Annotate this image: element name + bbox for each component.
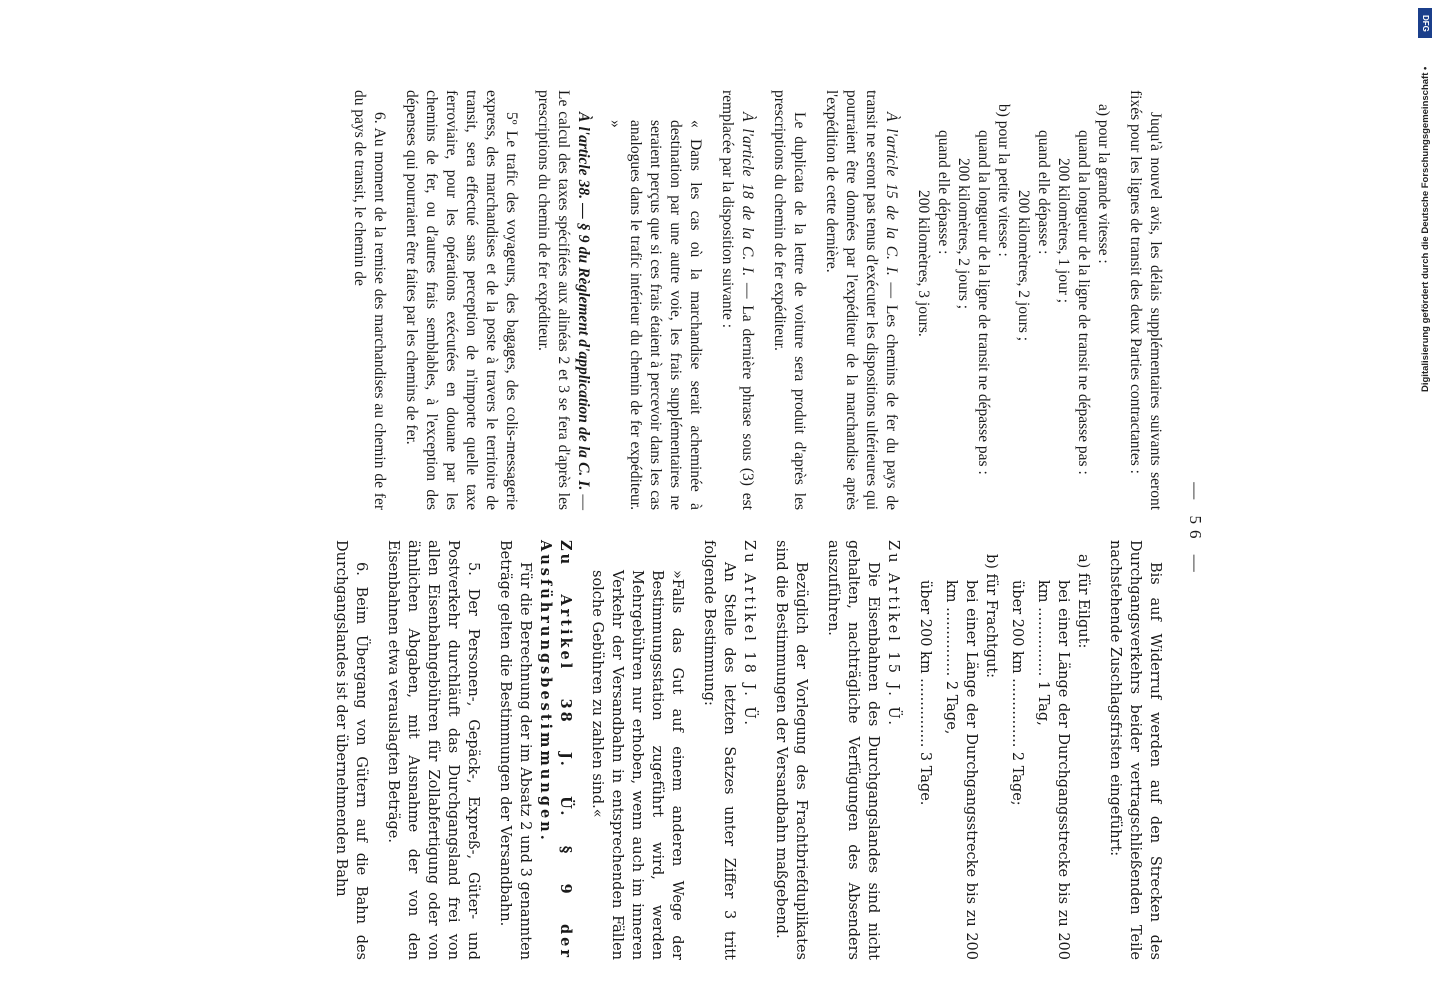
fr-a-line3: quand elle dépasse : bbox=[1035, 130, 1052, 255]
de-art15-heading: Zu Artikel 15 J. Ü. bbox=[885, 540, 901, 728]
de-a-line1: bei einer Länge der Durchgangsstrecke bis zu 200 km ............... 1 Tag, bbox=[1035, 580, 1071, 960]
fr-article-18 bbox=[717, 90, 757, 510]
de-a-label: a) für Eilgut: bbox=[1075, 554, 1091, 649]
fr-b-label: b) pour la petite vitesse : bbox=[995, 104, 1012, 257]
fr-art38-heading: À l'article 38. — § 9 du Règlement d'application de la C. I. bbox=[575, 112, 592, 491]
fr-b-line4: 200 kilomètres, 3 jours. bbox=[915, 190, 932, 337]
fr-art18-heading: À l'article 18 de la C. I. bbox=[739, 112, 756, 277]
fr-article-38 bbox=[533, 90, 593, 510]
french-column bbox=[337, 90, 1165, 510]
de-art18-text: An Stelle des letzten Satzes unter Ziffer 3 tritt folgende Bestimmung: bbox=[701, 540, 737, 960]
fr-article-15 bbox=[821, 90, 901, 510]
page-number: — 56 — bbox=[1186, 482, 1205, 578]
de-list-b bbox=[915, 540, 1001, 960]
fr-b-line3: quand elle dépasse : bbox=[935, 130, 952, 255]
fr-a-line4: 200 kilomètres, 2 jours ; bbox=[1015, 190, 1032, 342]
de-paragraph-5: 5. Der Personen-, Gepäck-, Expreß-, Güter- und Postverkehr durchläuft das Durchgangsland frei von allen Eisenbahngebühren für Zollabfertigung oder von ähnlichen Abgaben, mit Ausnahme der von den Eisenbahnen etwa verauslagten Beträge. bbox=[385, 540, 481, 960]
german-column bbox=[319, 540, 1165, 960]
de-b-line1: bei einer Länge der Durchgangsstrecke bis zu 200 km ............... 2 Tage, bbox=[943, 580, 979, 960]
dfg-logo: DFG bbox=[1418, 8, 1432, 38]
fr-a-line1: quand la longueur de la ligne de transit ne dépasse pas : bbox=[1075, 130, 1092, 475]
fr-art15-heading: À l'article 15 de la C. I. bbox=[883, 112, 900, 276]
fr-art18-quote: « Dans les cas où la marchandise serait acheminée à destination par une autre voie, les frais supplémentaires ne seraient perçus que si ces frais étaient à percevoir dans les cas analogues dans le trafic intérieur du chemin de fer expéditeur. » bbox=[607, 120, 704, 510]
fr-list-b bbox=[913, 90, 1013, 510]
fr-a-label: a) pour la grande vitesse : bbox=[1095, 104, 1112, 264]
fr-paragraph-intro: Juqu'à nouvel avis, les délais supplémentaires suivants seront fixés pour les lignes de transit des deux Parties contractantes : bbox=[1127, 90, 1164, 510]
de-paragraph-intro: Bis auf Widerruf werden auf den Strecken des Durchgangsverkehrs beider vertragschließenden Teile nachstehende Zuschlagsfristen eingeführt: bbox=[1107, 540, 1163, 960]
fr-art38-text: — Le calcul des taxes spécifiées aux alinéas 2 et 3 se fera d'après les prescriptions du chemin de fer expéditeur. bbox=[535, 90, 592, 511]
de-art18-heading: Zu Artikel 18 J. Ü. bbox=[741, 540, 757, 728]
fr-art18-text: — La dernière phrase sous (3) est remplacée par la disposition suivante : bbox=[719, 90, 756, 510]
fr-paragraph-5: 5º Le trafic des voyageurs, des bagages, des colis-messagerie express, des marchandises et de la poste à travers le territoire de transit, sera effectué sans perception de n'importe quelle taxe ferroviaire, pour les opérations exécutées en douane par les chemins de fer, ou d'autres frais semblables, à l'exception des dépenses qui pourraient être faites par les chemins de fer. bbox=[403, 90, 520, 510]
de-b-label: b) für Frachtgut: bbox=[983, 554, 999, 679]
fr-b-line1: quand la longueur de la ligne de transit ne dépasse pas : bbox=[975, 130, 992, 475]
fr-art15-text: — Les chemins de fer du pays de transit ne seront pas tenus d'exécuter les dispositions ultérieures qui pourraient être données par l'expéditeur de la marchandise après l'expédition de cette dernière. bbox=[823, 90, 900, 510]
digitization-watermark: Digitalisierung gefördert durch die Deutsche Forschungsgemeinschaft • bbox=[1420, 66, 1431, 392]
de-art38-heading: Zu Artikel 38 J. Ü. § 9 der Ausführungsbestimmungen. bbox=[537, 540, 574, 960]
de-list-a bbox=[1007, 540, 1093, 960]
de-art15-paragraph2: Bezüglich der Vorlegung des Frachtbriefduplikates sind die Bestimmungen der Versandbahn maßgebend. bbox=[773, 540, 809, 960]
de-a-line2: über 200 km ............... 2 Tage; bbox=[1009, 580, 1025, 806]
de-paragraph-6: 6. Beim Übergang von Gütern auf die Bahn des Durchgangslandes ist der übernehmenden Bahn bbox=[333, 540, 369, 960]
fr-art15-paragraph2: Le duplicata de la lettre de voiture sera produit d'après les prescriptions du chemin de fer expéditeur. bbox=[771, 90, 808, 510]
de-b-line2: über 200 km ............... 3 Tage. bbox=[917, 580, 933, 806]
de-art38-text: Für die Berechnung der im Absatz 2 und 3 genannten Beträge gelten die Bestimmungen der Versandbahn. bbox=[497, 540, 533, 960]
fr-paragraph-6: 6. Au moment de la remise des marchandises au chemin de fer du pays de transit, le chemin de bbox=[351, 90, 388, 510]
de-art18-quote: »Falls das Gut auf einem anderen Wege der Bestimmungsstation zugeführt wird, werden Mehrgebühren nur erhoben, wenn auch im inneren Verkehr der Versandbahn in entsprechenden Fällen solche Gebühren zu zahlen sind.« bbox=[589, 570, 685, 960]
de-art15-text: Die Eisenbahnen des Durchgangslandes sind nicht gehalten, nachträgliche Verfügungen des Absenders auszuführen. bbox=[825, 540, 881, 960]
fr-b-line2: 200 kilomètres, 2 jours ; bbox=[955, 158, 972, 310]
rotated-page bbox=[245, 70, 1205, 990]
fr-a-line2: 200 kilomètres, 1 jour ; bbox=[1055, 158, 1072, 304]
fr-list-a bbox=[1013, 90, 1113, 510]
